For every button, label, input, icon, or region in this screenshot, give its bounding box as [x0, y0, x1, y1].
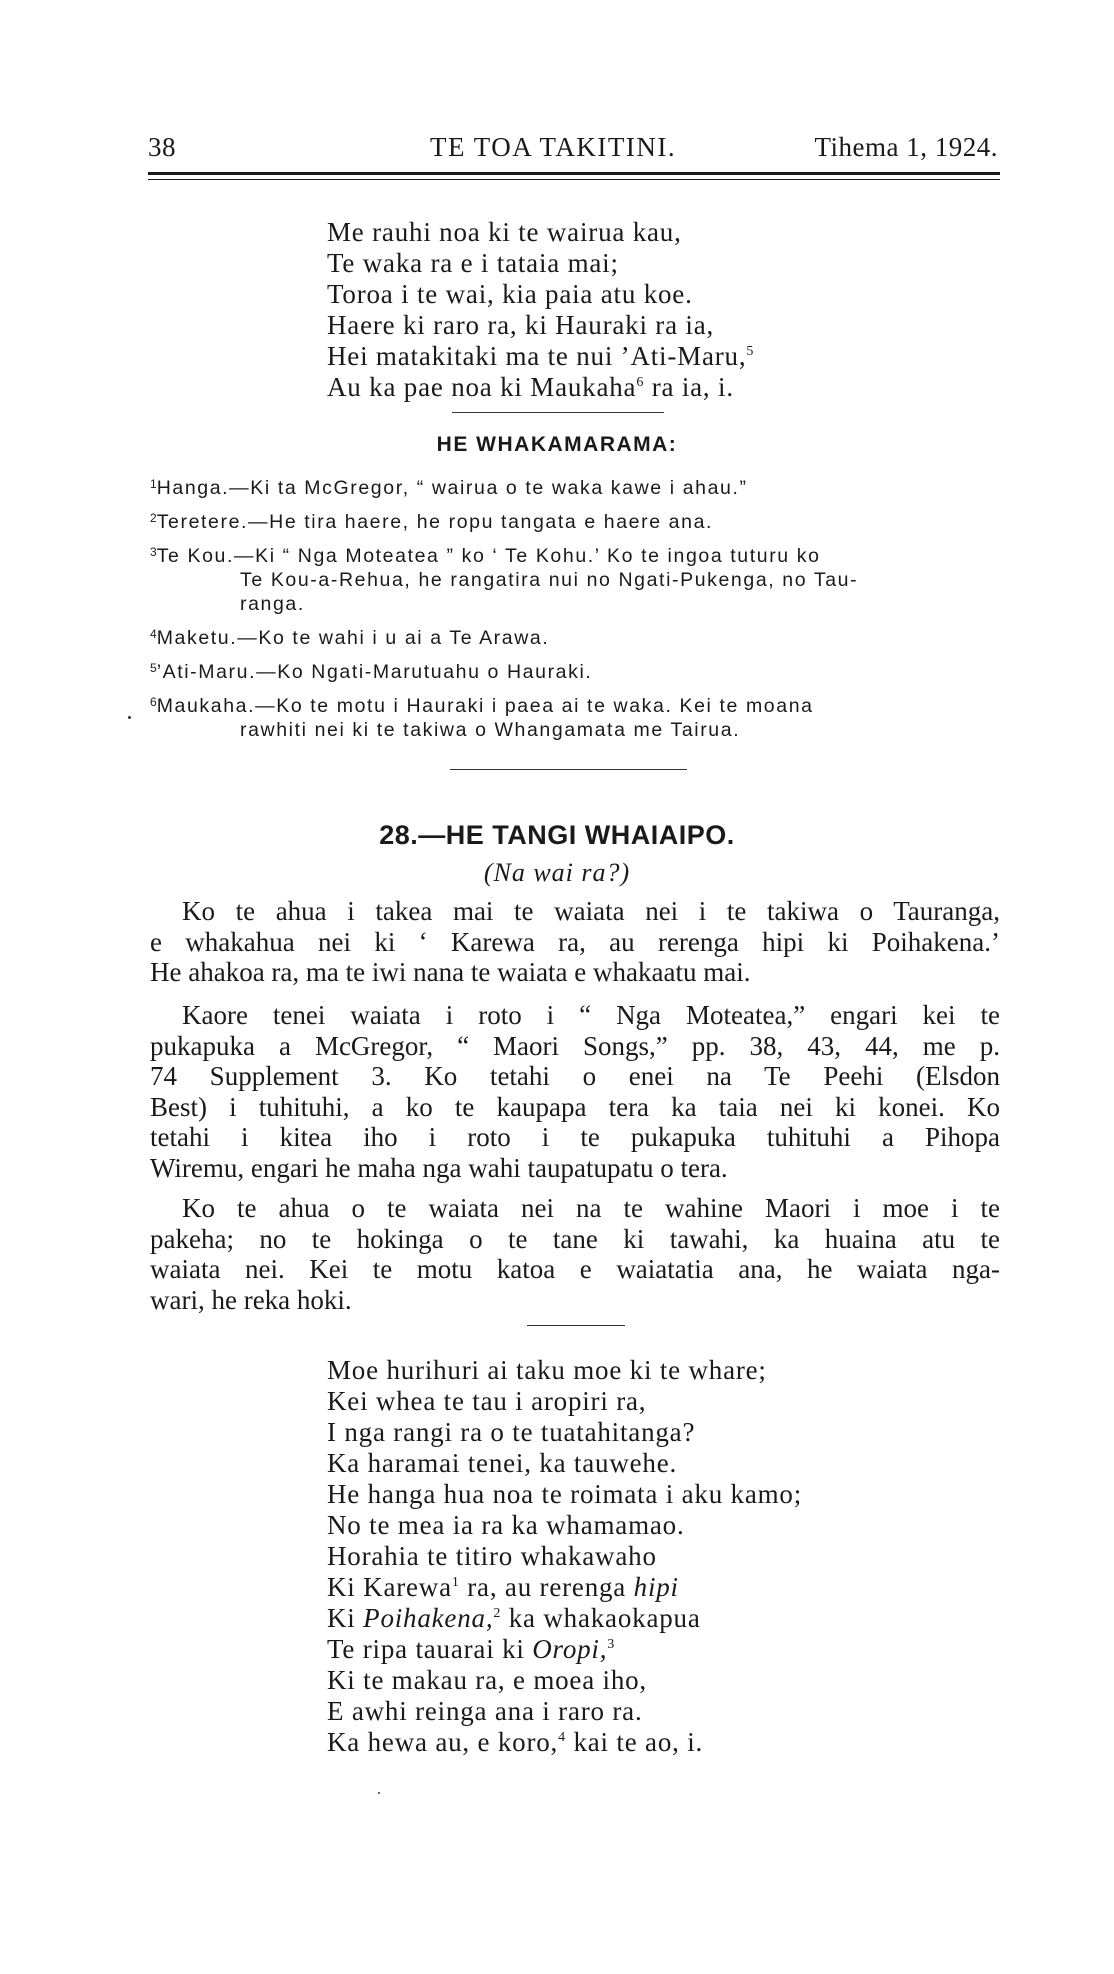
- note-item: [150, 622, 998, 650]
- verse-text: Ki Karewa: [327, 1572, 452, 1602]
- header-rule-thin: [148, 179, 1000, 180]
- note-text: Maukaha.—Ko te motu i Hauraki i paea ai te waka. Kei te moana: [156, 695, 814, 717]
- paragraph: [150, 1000, 1000, 1183]
- note-number: 3: [150, 545, 157, 559]
- verse-line: [327, 1603, 802, 1634]
- footnote-mark: 5: [746, 344, 755, 359]
- separator-rule: [452, 412, 664, 413]
- note-text: Hanga.—Ki ta McGregor, “ wairua o te waka kawe i ahau.”: [156, 477, 748, 499]
- journal-title: TE TOA TAKITINI.: [430, 132, 677, 162]
- footnote-mark: 3: [607, 1637, 616, 1652]
- verse-line: [327, 1727, 802, 1758]
- verse-top: [327, 217, 754, 403]
- paragraph-line: Ko te ahua o te waiata nei na te wahine Maori i moe i te: [182, 1193, 1000, 1223]
- verse-line: [327, 372, 754, 403]
- note-text: ranga.: [240, 593, 305, 615]
- note-text: rawhiti nei ki te takiwa o Whangamata me Tairua.: [240, 719, 741, 741]
- verse-line: [327, 1572, 802, 1603]
- verse-text: ka whakaokapua: [501, 1603, 701, 1633]
- verse-text: Ka hewa au, e koro,: [327, 1727, 559, 1757]
- verse-line: He hanga hua noa te roimata i aku kamo;: [327, 1479, 803, 1509]
- footnote-mark: 2: [493, 1606, 502, 1621]
- notes-heading: HE WHAKAMARAMA:: [436, 433, 678, 456]
- note-text: Te Kou.—Ki “ Nga Moteatea ” ko ‘ Te Kohu.’ Ko te ingoa tuturu ko: [156, 545, 821, 567]
- verse-italic: hipi: [633, 1572, 679, 1602]
- note-item: [150, 656, 998, 684]
- verse-line: Me rauhi noa ki te wairua kau,: [327, 217, 682, 247]
- note-number: 4: [150, 627, 157, 641]
- note-text: Teretere.—He tira haere, he ropu tangata e haere ana.: [156, 511, 714, 533]
- verse-text: Te ripa tauarai ki: [327, 1634, 533, 1664]
- song-attribution: (Na wai ra?): [483, 858, 631, 887]
- note-text: Te Kou-a-Rehua, he rangatira nui no Ngati-Pukenga, no Tau-: [240, 569, 859, 591]
- running-header: [148, 132, 998, 172]
- verse-italic: Oropi,: [532, 1634, 608, 1664]
- verse-line: Haere ki raro ra, ki Hauraki ra ia,: [327, 310, 715, 340]
- verse-text: Ki: [327, 1603, 364, 1633]
- note-item: [150, 472, 998, 500]
- verse-song: [327, 1355, 802, 1758]
- print-speck: [128, 716, 131, 719]
- verse-line: I nga rangi ra o te tuatahitanga?: [327, 1417, 696, 1447]
- verse-line: Moe hurihuri ai taku moe ki te whare;: [327, 1355, 767, 1385]
- paragraph-line: wari, he reka hoki.: [150, 1284, 352, 1315]
- paragraph-line: Wiremu, engari he maha nga wahi taupatupatu o tera.: [150, 1152, 728, 1183]
- verse-line: No te mea ia ra ka whamamao.: [327, 1510, 685, 1540]
- verse-line: Te waka ra e i tataia mai;: [327, 248, 619, 278]
- paragraph: [150, 1193, 1000, 1315]
- song-title: 28.—HE TANGI WHAIAIPO.: [379, 820, 735, 850]
- verse-line: Kei whea te tau i aropiri ra,: [327, 1386, 647, 1416]
- print-speck: [378, 1792, 380, 1794]
- verse-text: Au ka pae noa ki Maukaha: [327, 372, 637, 402]
- verse-text: Hei matakitaki ma te nui ’Ati-Maru,: [327, 341, 747, 371]
- page-number: 38: [148, 132, 176, 162]
- verse-line: Toroa i te wai, kia paia atu koe.: [327, 279, 693, 309]
- notes-list: [150, 472, 998, 748]
- verse-line: [327, 341, 754, 372]
- paragraph-line: Ko te ahua i takea mai te waiata nei i te takiwa o Tauranga,: [182, 896, 1000, 926]
- paragraph-line: He ahakoa ra, ma te iwi nana te waiata e whakaatu mai.: [150, 957, 751, 987]
- note-item: [150, 690, 998, 742]
- issue-date: Tihema 1, 1924.: [814, 132, 998, 162]
- note-text: Maketu.—Ko te wahi i u ai a Te Arawa.: [156, 627, 550, 649]
- note-item: [150, 506, 998, 534]
- verse-text: kai te ao, i.: [565, 1727, 704, 1757]
- separator-rule: [450, 769, 687, 770]
- paragraph-line: waiata nei. Kei te motu katoa e waiatatia ana, he waiata nga-: [150, 1254, 1000, 1284]
- verse-line: E awhi reinga ana i raro ra.: [327, 1696, 643, 1726]
- separator-rule: [527, 1325, 625, 1326]
- note-number: 6: [150, 695, 157, 709]
- paragraph-line: pukapuka a McGregor, “ Maori Songs,” pp. 38, 43, 44, me p.: [150, 1030, 1000, 1061]
- verse-line: Ki te makau ra, e moea iho,: [327, 1665, 647, 1695]
- paragraph-line: tetahi i kitea iho i roto i te pukapuka tuhituhi a Pihopa: [150, 1122, 1000, 1152]
- paragraph-line: Kaore tenei waiata i roto i “ Nga Moteatea,” engari kei te: [182, 1000, 1000, 1030]
- paragraph-line: pakeha; no te hokinga o te tane ki tawahi, ka huaina atu te: [150, 1223, 1000, 1254]
- paragraph-line: e whakahua nei ki ‘ Karewa ra, au rerenga hipi ki Poihakena.’: [150, 926, 1000, 957]
- verse-line: Horahia te titiro whakawaho: [327, 1541, 657, 1571]
- note-number: 2: [150, 511, 157, 525]
- paragraph: [150, 896, 1000, 988]
- note-text: ’Ati-Maru.—Ko Ngati-Marutuahu o Hauraki.: [156, 661, 593, 683]
- verse-italic: Poihakena,: [363, 1603, 494, 1633]
- verse-line: [327, 1634, 802, 1665]
- verse-text: ra, au rerenga: [459, 1572, 634, 1602]
- footnote-mark: 1: [451, 1575, 460, 1590]
- note-number: 1: [150, 477, 157, 491]
- footnote-mark: 4: [558, 1730, 566, 1745]
- note-number: 5: [150, 661, 157, 675]
- note-item: [150, 540, 998, 616]
- verse-line: Ka haramai tenei, ka tauwehe.: [327, 1448, 678, 1478]
- footnote-mark: 6: [636, 375, 645, 390]
- verse-text: ra ia, i.: [644, 372, 734, 402]
- paragraph-line: 74 Supplement 3. Ko tetahi o enei na Te Peehi (Elsdon: [150, 1061, 1000, 1091]
- paragraph-line: Best) i tuhituhi, a ko te kaupapa tera ka taia nei ki konei. Ko: [150, 1091, 1000, 1122]
- header-rule-thick: [148, 172, 1000, 175]
